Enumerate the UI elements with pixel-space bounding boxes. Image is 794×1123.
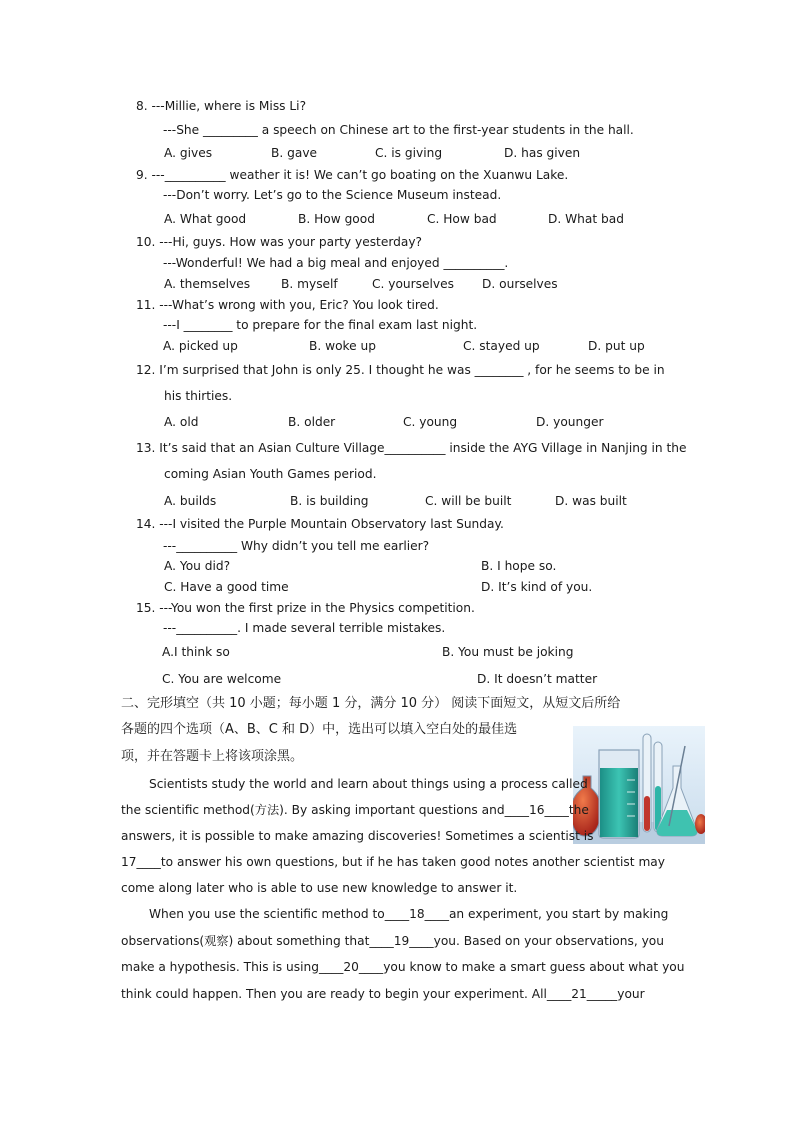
question-line: coming Asian Youth Games period. [164, 467, 377, 481]
option-a: A. You did? [164, 559, 231, 573]
question-stem: 12. I’m surprised that John is only 25. I thought he was ________ , for he seems to be in [136, 363, 665, 377]
option-a: A. old [164, 415, 199, 429]
question-stem: 15. ---You won the first prize in the Physics competition. [136, 601, 475, 615]
question-line: his thirties. [164, 389, 233, 403]
option-d: D. It doesn’t matter [477, 672, 598, 686]
option-c: C. stayed up [463, 339, 540, 353]
question-line: ---__________ Why didn’t you tell me earlier? [163, 539, 430, 553]
passage-line: the scientific method(方法). By asking important questions and____16____the [121, 803, 589, 817]
heading-line: 项，并在答题卡上将该项涂黑。 [121, 749, 304, 764]
option-c: C. young [403, 415, 458, 429]
option-d: D. put up [588, 339, 645, 353]
question-line: ---__________. I made several terrible mistakes. [163, 621, 446, 635]
option-a: A. builds [164, 494, 217, 508]
question-stem: 9. ---__________ weather it is! We can’t go boating on the Xuanwu Lake. [136, 168, 569, 182]
passage-line: Scientists study the world and learn about things using a process called [149, 777, 588, 791]
passage-line: make a hypothesis. This is using____20____you know to make a smart guess about what you [121, 960, 685, 974]
question-stem: 10. ---Hi, guys. How was your party yesterday? [136, 235, 423, 249]
option-c: C. How bad [427, 212, 497, 226]
question-line: ---She _________ a speech on Chinese art to the first-year students in the hall. [163, 123, 634, 137]
option-d: D. It’s kind of you. [481, 580, 593, 594]
option-a: A. What good [164, 212, 247, 226]
question-stem: 8. ---Millie, where is Miss Li? [136, 99, 307, 113]
option-d: D. was built [555, 494, 627, 508]
option-a: A.I think so [162, 645, 230, 659]
lab-glassware-image [573, 726, 705, 844]
option-b: B. myself [281, 277, 338, 291]
passage-line: When you use the scientific method to____18____an experiment, you start by making [149, 907, 669, 921]
option-c: C. will be built [425, 494, 512, 508]
option-c: C. You are welcome [162, 672, 282, 686]
question-line: ---Don’t worry. Let’s go to the Science Museum instead. [163, 188, 502, 202]
question-stem: 11. ---What’s wrong with you, Eric? You look tired. [136, 298, 439, 312]
option-d: D. younger [536, 415, 604, 429]
option-b: B. I hope so. [481, 559, 557, 573]
question-line: ---I ________ to prepare for the final exam last night. [163, 318, 478, 332]
question-stem: 14. ---I visited the Purple Mountain Observatory last Sunday. [136, 517, 504, 531]
option-b: B. is building [290, 494, 369, 508]
option-b: B. older [288, 415, 336, 429]
passage-line: come along later who is able to use new knowledge to answer it. [121, 881, 518, 895]
passage-line: answers, it is possible to make amazing discoveries! Sometimes a scientist is [121, 829, 594, 843]
question-stem: 13. It’s said that an Asian Culture Village__________ inside the AYG Village in Nanjing in the [136, 441, 687, 455]
option-b: B. gave [271, 146, 318, 160]
option-d: D. has given [504, 146, 581, 160]
option-c: C. is giving [375, 146, 443, 160]
passage-line: observations(观察) about something that____19____you. Based on your observations, you [121, 934, 664, 948]
option-b: B. woke up [309, 339, 376, 353]
option-d: D. ourselves [482, 277, 558, 291]
passage-line: 17____to answer his own questions, but if he has taken good notes another scientist may [121, 855, 665, 869]
option-a: A. gives [164, 146, 213, 160]
option-c: C. yourselves [372, 277, 454, 291]
option-a: A. themselves [164, 277, 251, 291]
question-line: ---Wonderful! We had a big meal and enjoyed __________. [163, 256, 509, 270]
option-d: D. What bad [548, 212, 624, 226]
heading-line: 二、完形填空（共 10 小题；每小题 1 分，满分 10 分） 阅读下面短文，从短文后所给 [121, 696, 621, 711]
option-b: B. How good [298, 212, 375, 226]
heading-line: 各题的四个选项（A、B、C 和 D）中，选出可以填入空白处的最佳选 [121, 722, 518, 737]
option-c: C. Have a good time [164, 580, 289, 594]
option-a: A. picked up [163, 339, 238, 353]
passage-line: think could happen. Then you are ready to begin your experiment. All____21_____your [121, 987, 645, 1001]
option-b: B. You must be joking [442, 645, 574, 659]
